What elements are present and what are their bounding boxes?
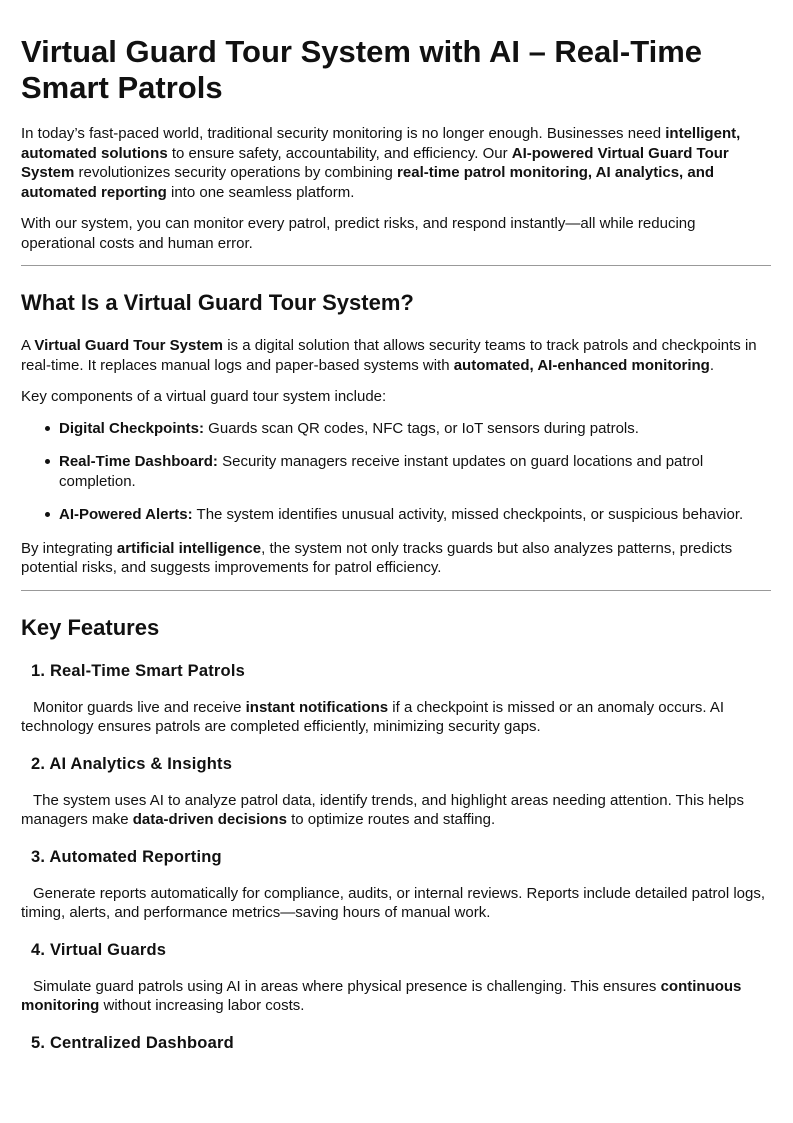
what-is-paragraph-3: [21, 539, 771, 578]
feature-body-ai-analytics: [21, 791, 771, 830]
text-run: , the system not only tracks guards but also analyzes patterns, predicts potential risks, and suggests improvements for patrol efficiency.: [21, 539, 733, 576]
text-run: A: [21, 337, 35, 354]
bold-text-run: continuous monitoring: [21, 977, 742, 1014]
section-divider: [21, 590, 771, 591]
bold-text-run: instant notifications: [245, 698, 389, 716]
bullet-icon: [45, 512, 50, 517]
intro-paragraph-1: [21, 124, 771, 202]
feature-title-real-time-smart-patrols: 1. Real-Time Smart Patrols: [31, 661, 245, 680]
bold-text-run: automated, AI-enhanced monitoring: [453, 356, 710, 374]
text-run: without increasing labor costs.: [99, 997, 305, 1014]
text-run: Simulate guard patrols using AI in areas where physical presence is challenging. This ensures: [33, 977, 661, 995]
text-run: is a digital solution that allows security teams to track patrols and checkpoints in real-time. It replaces manual logs and paper-based systems with: [21, 337, 757, 374]
feature-body-automated-reporting: [21, 884, 771, 923]
text-run: Monitor guards live and receive: [33, 698, 246, 716]
what-is-paragraph-2: Key components of a virtual guard tour system include:: [21, 388, 387, 405]
bullet-icon: [45, 459, 50, 464]
bold-text-run: AI-powered Virtual Guard Tour System: [21, 144, 729, 181]
list-item-text: Guards scan QR codes, NFC tags, or IoT sensors during patrols.: [204, 419, 639, 437]
list-item-label: Real-Time Dashboard:: [59, 453, 218, 470]
intro-paragraph-2: With our system, you can monitor every patrol, predict risks, and respond instantly—all while reducing operational costs and human error.: [21, 215, 696, 252]
list-item-label: Digital Checkpoints:: [59, 419, 205, 437]
list-item-ai-powered-alerts: [59, 505, 771, 525]
text-run: In today’s fast-paced world, traditional security monitoring is no longer enough. Businesses need: [21, 125, 666, 142]
bold-text-run: intelligent, automated solutions: [21, 125, 741, 162]
page-title: Virtual Guard Tour System with AI – Real-Time Smart Patrols: [21, 34, 703, 105]
text-run: Generate reports automatically for compliance, audits, or internal reviews. Reports include detailed patrol logs, timing, alerts, and performance metrics—saving hours of manual work.: [21, 884, 766, 921]
bold-text-run: real-time patrol monitoring, AI analytics, and automated reporting: [21, 164, 715, 201]
feature-title-centralized-dashboard: 5. Centralized Dashboard: [31, 1033, 234, 1052]
bold-text-run: data-driven decisions: [132, 811, 287, 828]
feature-body-virtual-guards: [21, 977, 771, 1016]
list-item-text: The system identifies unusual activity, missed checkpoints, or suspicious behavior.: [192, 506, 744, 523]
section-heading-key-features: Key Features: [21, 614, 160, 640]
list-item-real-time-dashboard: [59, 452, 771, 491]
section-heading-what-is: What Is a Virtual Guard Tour System?: [21, 290, 414, 315]
feature-body-real-time-smart-patrols: [21, 698, 771, 737]
text-run: if a checkpoint is missed or an anomaly occurs. AI technology ensures patrols are completed efficiently, minimizing security gaps.: [21, 698, 725, 735]
text-run: to optimize routes and staffing.: [286, 811, 496, 828]
what-is-paragraph-1: [21, 336, 771, 375]
list-item-digital-checkpoints: [59, 419, 771, 439]
section-divider: [21, 265, 771, 266]
text-run: By integrating: [21, 539, 117, 557]
list-item-text: Security managers receive instant updates on guard locations and patrol completion.: [59, 453, 704, 490]
text-run: The system uses AI to analyze patrol data, identify trends, and highlight areas needing attention. This helps managers make: [21, 791, 744, 828]
feature-title-ai-analytics: 2. AI Analytics & Insights: [31, 754, 233, 773]
text-run: into one seamless platform.: [166, 183, 355, 201]
list-item-label: AI-Powered Alerts:: [59, 506, 193, 523]
feature-title-automated-reporting: 3. Automated Reporting: [31, 847, 222, 866]
feature-title-virtual-guards: 4. Virtual Guards: [31, 940, 167, 959]
bullet-icon: [45, 426, 50, 431]
text-run: .: [709, 356, 714, 374]
bold-text-run: artificial intelligence: [116, 539, 262, 557]
text-run: revolutionizes security operations by combining: [74, 164, 398, 181]
text-run: to ensure safety, accountability, and efficiency. Our: [167, 144, 512, 162]
bold-text-run: Virtual Guard Tour System: [34, 337, 224, 354]
components-list: [21, 419, 771, 525]
